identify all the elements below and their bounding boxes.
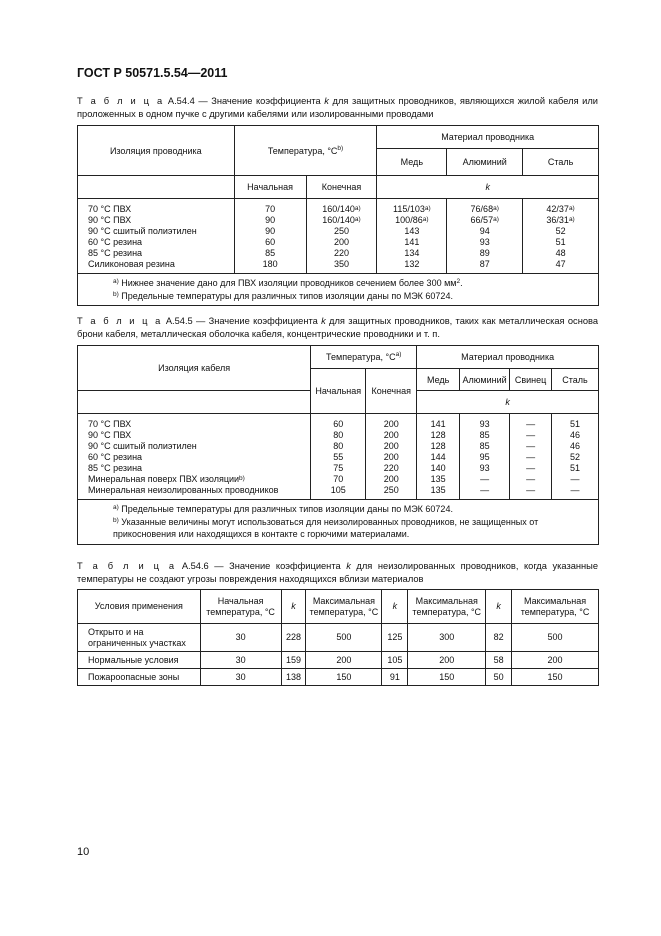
table-a545	[77, 345, 599, 545]
cell-aluminium-k: 95	[460, 452, 510, 463]
cell-initial-temp: 90	[234, 215, 306, 226]
header-final: Конечная	[306, 176, 377, 199]
table-a545-caption: Т а б л и ц а A.54.5 — Значение коэффициента k для защитных проводников, таких как металлическая основа брони кабеля, металлическая оболочка кабеля, концентрические проводники и т. п.	[77, 316, 599, 339]
header-lead: Свинец	[510, 369, 552, 391]
note-b: $^{b)}$ Предельные температуры для различных типов изоляции даны по МЭК 60724.	[113, 290, 453, 301]
cell-value: 58	[486, 652, 512, 669]
cell-steel-k: 46	[552, 430, 599, 441]
table-a546	[77, 589, 599, 686]
cell-steel-k: 46	[552, 441, 599, 452]
header-empty-cell	[78, 176, 235, 199]
cell-initial-temp: 80	[311, 430, 366, 441]
cell-initial-temp: 90	[234, 226, 306, 237]
note-a: $^{а)}$ Предельные температуры для различных типов изоляции даны по МЭК 60724.	[113, 504, 453, 514]
header-cable-insulation: Изоляция кабеля	[78, 346, 311, 391]
table-row	[78, 624, 599, 652]
header-empty-cell	[78, 391, 311, 414]
note-a: $^{а)}$ Нижнее значение дано для ПВХ изоляции проводников сечением более 300 $мм^2$.	[113, 278, 463, 288]
cell-steel-k: $42/37^{а)}$	[523, 199, 599, 216]
cell-final-temp: 200	[366, 414, 417, 431]
table-row	[78, 474, 599, 485]
page-number: 10	[77, 846, 90, 858]
cell-value: 200	[306, 652, 382, 669]
cell-value: 138	[281, 669, 306, 686]
header-temperature: Температура, $^\circ C^{b)}$	[234, 126, 377, 176]
cell-aluminium-k: 93	[460, 463, 510, 474]
cell-copper-k: 135	[417, 485, 460, 500]
cell-lead-k: —	[510, 463, 552, 474]
cell-value: 30	[200, 652, 281, 669]
table-row	[78, 430, 599, 441]
cell-aluminium-k: —	[460, 474, 510, 485]
table-row	[78, 485, 599, 500]
table-a546-caption: Т а б л и ц а A.54.6 — Значение коэффициента k для неизолированных проводников, когда указанные температуры не создают угрозы повреждения находящихся вблизи материалов	[77, 561, 598, 584]
cell-final-temp: 250	[306, 226, 377, 237]
header-copper: Медь	[417, 369, 460, 391]
cell-insulation: Минеральная поверх ПВХ изоляции$^{b)}$	[78, 474, 311, 485]
table-row	[78, 226, 599, 237]
cell-final-temp: $160/140^{а)}$	[306, 215, 377, 226]
cell-copper-k: 135	[417, 474, 460, 485]
header-temperature: Температура, $^\circ C^{а)}$	[311, 346, 417, 369]
cell-initial-temp: 180	[234, 259, 306, 274]
cell-copper-k: 128	[417, 441, 460, 452]
header-max-temp-1: Максимальная температура, °C	[306, 590, 382, 624]
cell-value: 500	[512, 624, 599, 652]
table-a544	[77, 125, 599, 306]
table-row	[78, 652, 599, 669]
cell-initial-temp: 85	[234, 248, 306, 259]
cell-conditions: Открыто и на ограниченных участках	[78, 624, 201, 652]
cell-steel-k: 52	[523, 226, 599, 237]
cell-steel-k: 47	[523, 259, 599, 274]
table-row	[78, 441, 599, 452]
cell-insulation: 90 °С ПВХ	[78, 215, 235, 226]
cell-initial-temp: 80	[311, 441, 366, 452]
cell-final-temp: 200	[366, 430, 417, 441]
cell-copper-k: $100/86^{а)}$	[377, 215, 447, 226]
cell-insulation: 85 °С резина	[78, 463, 311, 474]
table-row	[78, 452, 599, 463]
cell-insulation: Силиконовая резина	[78, 259, 235, 274]
cell-initial-temp: 70	[311, 474, 366, 485]
cell-insulation: 85 °С резина	[78, 248, 235, 259]
cell-value: 30	[200, 669, 281, 686]
cell-steel-k: 51	[523, 237, 599, 248]
cell-final-temp: 350	[306, 259, 377, 274]
cell-value: 500	[306, 624, 382, 652]
cell-insulation: 90 °С сшитый полиэтилен	[78, 441, 311, 452]
header-k1: k	[281, 590, 306, 624]
header-conditions: Условия применения	[78, 590, 201, 624]
header-initial-temp: Начальная температура, °C	[200, 590, 281, 624]
cell-lead-k: —	[510, 441, 552, 452]
cell-copper-k: 143	[377, 226, 447, 237]
cell-aluminium-k: 94	[447, 226, 523, 237]
header-initial: Начальная	[234, 176, 306, 199]
table-a545-body	[78, 414, 599, 500]
cell-value: 30	[200, 624, 281, 652]
cell-value: 200	[408, 652, 486, 669]
cell-insulation: 90 °С сшитый полиэтилен	[78, 226, 235, 237]
cell-steel-k: —	[552, 474, 599, 485]
cell-aluminium-k: —	[460, 485, 510, 500]
cell-copper-k: 134	[377, 248, 447, 259]
cell-value: 105	[382, 652, 408, 669]
table-a544-caption: Т а б л и ц а A.54.4 — Значение коэффициента k для защитных проводников, являющихся жилой кабеля или проложенных в одном пучке с другими кабелями или изолированными проводами	[77, 96, 598, 119]
table-a544-body	[78, 199, 599, 274]
header-aluminium: Алюминий	[447, 149, 523, 176]
cell-initial-temp: 60	[311, 414, 366, 431]
cell-initial-temp: 75	[311, 463, 366, 474]
cell-copper-k: 144	[417, 452, 460, 463]
header-steel: Сталь	[552, 369, 599, 391]
header-k: k	[417, 391, 599, 414]
header-steel: Сталь	[523, 149, 599, 176]
cell-value: 228	[281, 624, 306, 652]
cell-value: 300	[408, 624, 486, 652]
header-insulation: Изоляция проводника	[78, 126, 235, 176]
table-a546-body	[78, 624, 599, 686]
cell-initial-temp: 60	[234, 237, 306, 248]
header-k: k	[377, 176, 599, 199]
cell-insulation: 70 °С ПВХ	[78, 414, 311, 431]
header-material: Материал проводника	[417, 346, 599, 369]
cell-value: 150	[512, 669, 599, 686]
cell-steel-k: —	[552, 485, 599, 500]
note-b: $^{b)}$ Указанные величины могут использоваться для неизолированных проводников, не защищенных от прикосновения или находящихся в контакте с горючими материалами.	[113, 516, 539, 539]
cell-value: 125	[382, 624, 408, 652]
cell-value: 200	[512, 652, 599, 669]
cell-insulation: 70 °С ПВХ	[78, 199, 235, 216]
header-k2: k	[382, 590, 408, 624]
cell-final-temp: $160/140^{а)}$	[306, 199, 377, 216]
cell-copper-k: 141	[377, 237, 447, 248]
cell-final-temp: 200	[366, 474, 417, 485]
cell-aluminium-k: 93	[447, 237, 523, 248]
header-aluminium: Алюминий	[460, 369, 510, 391]
table-row	[78, 237, 599, 248]
table-row	[78, 248, 599, 259]
cell-copper-k: 140	[417, 463, 460, 474]
cell-value: 150	[408, 669, 486, 686]
cell-insulation: 60 °С резина	[78, 237, 235, 248]
cell-initial-temp: 105	[311, 485, 366, 500]
cell-final-temp: 200	[366, 452, 417, 463]
cell-final-temp: 220	[306, 248, 377, 259]
table-a544-notes	[78, 274, 599, 306]
cell-copper-k: 141	[417, 414, 460, 431]
cell-aluminium-k: 93	[460, 414, 510, 431]
cell-value: 91	[382, 669, 408, 686]
table-row	[78, 259, 599, 274]
cell-final-temp: 200	[366, 441, 417, 452]
cell-final-temp: 250	[366, 485, 417, 500]
cell-value: 82	[486, 624, 512, 652]
cell-copper-k: 128	[417, 430, 460, 441]
cell-value: 150	[306, 669, 382, 686]
header-final: Конечная	[366, 369, 417, 414]
table-row	[78, 199, 599, 216]
table-row	[78, 669, 599, 686]
cell-lead-k: —	[510, 485, 552, 500]
cell-value: 159	[281, 652, 306, 669]
cell-aluminium-k: $66/57^{а)}$	[447, 215, 523, 226]
table-row	[78, 414, 599, 431]
header-max-temp-3: Максимальная температура, °C	[512, 590, 599, 624]
header-k3: k	[486, 590, 512, 624]
header-copper: Медь	[377, 149, 447, 176]
cell-aluminium-k: 85	[460, 441, 510, 452]
cell-aluminium-k: 85	[460, 430, 510, 441]
cell-final-temp: 200	[306, 237, 377, 248]
cell-aluminium-k: 89	[447, 248, 523, 259]
header-max-temp-2: Максимальная температура, °C	[408, 590, 486, 624]
cell-insulation: 90 °С ПВХ	[78, 430, 311, 441]
cell-initial-temp: 55	[311, 452, 366, 463]
cell-lead-k: —	[510, 452, 552, 463]
cell-value: 50	[486, 669, 512, 686]
table-row	[78, 215, 599, 226]
header-initial: Начальная	[311, 369, 366, 414]
document-title: ГОСТ Р 50571.5.54—2011	[77, 66, 228, 80]
cell-aluminium-k: 87	[447, 259, 523, 274]
cell-lead-k: —	[510, 474, 552, 485]
cell-initial-temp: 70	[234, 199, 306, 216]
cell-lead-k: —	[510, 414, 552, 431]
cell-aluminium-k: $76/68^{а)}$	[447, 199, 523, 216]
cell-lead-k: —	[510, 430, 552, 441]
cell-copper-k: $115/103^{а)}$	[377, 199, 447, 216]
cell-steel-k: 52	[552, 452, 599, 463]
cell-steel-k: $36/31^{а)}$	[523, 215, 599, 226]
cell-steel-k: 48	[523, 248, 599, 259]
cell-final-temp: 220	[366, 463, 417, 474]
cell-steel-k: 51	[552, 414, 599, 431]
cell-conditions: Нормальные условия	[78, 652, 201, 669]
cell-copper-k: 132	[377, 259, 447, 274]
cell-insulation: 60 °С резина	[78, 452, 311, 463]
cell-insulation: Минеральная неизолированных проводников	[78, 485, 311, 500]
table-row	[78, 463, 599, 474]
cell-conditions: Пожароопасные зоны	[78, 669, 201, 686]
table-a545-notes	[78, 500, 599, 545]
header-material: Материал проводника	[377, 126, 599, 149]
cell-steel-k: 51	[552, 463, 599, 474]
